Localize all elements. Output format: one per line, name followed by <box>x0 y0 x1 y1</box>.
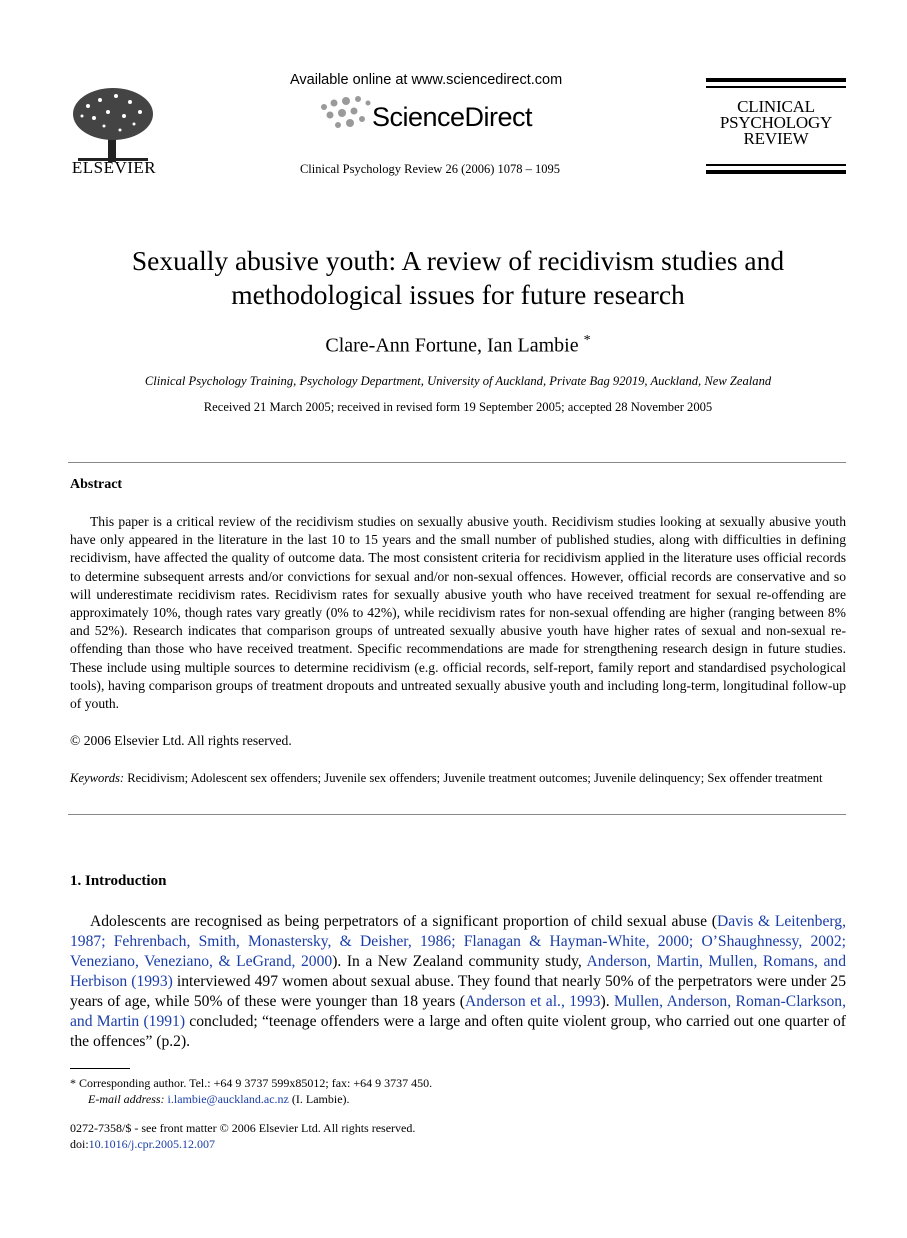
author-list <box>70 333 846 358</box>
intro-text-1: Adolescents are recognised as being perpetrators of a significant proportion of child sexual abuse ( <box>90 913 717 930</box>
article-title-line2: methodological issues for future research <box>231 279 685 310</box>
citation-link[interactable]: Mullen, Anderson, Roman-Clarkson, and Martin (1991) <box>70 993 847 1030</box>
introduction-paragraph <box>70 912 846 1052</box>
affiliation: Clinical Psychology Training, Psychology Department, University of Auckland, Private Bag 92019, Auckland, New Zealand <box>144 374 772 388</box>
journal-rule-bottom-thin <box>706 164 846 166</box>
citation-link[interactable]: Anderson et al., 1993 <box>465 993 601 1010</box>
article-title <box>70 244 846 312</box>
keywords <box>70 769 846 787</box>
intro-text-3: interviewed 497 women about sexual abuse. They found that nearly 50% of the perpetrators were under 25 years of age, while 50% of these were younger than 18 years ( <box>70 973 846 1010</box>
intro-text-4: ). <box>600 993 615 1010</box>
journal-title-line1: CLINICAL <box>737 97 815 116</box>
journal-title-block <box>706 99 846 147</box>
keywords-label: Keywords: <box>70 771 125 785</box>
abstract-body: This paper is a critical review of the recidivism studies on sexually abusive youth. Recidivism studies looking at sexually abusive youth have only appeared in the literature in the last 10 to 15 years and the small number of published studies, along with difficulties in defining recidivism, have affected the quality of outcome data. The most consistent criteria for recidivism applied in the literature uses official records to determine subsequent arrests and/or convictions for sexual and/or non-sexual offences. However, official records are conservative and so will underestimate recidivism rates. Recidivism rates for sexually abusive youth who have received treatment for sexual re-offending are approximately 10%, though rates vary greatly (0% to 42%), while recidivism rates for non-sexual offending are higher (ranging between 8% and 52%). Research indicates that comparison groups of untreated sexually abusive youth have higher rates of sexual and non-sexual re-offending than those who have received treatment. Specific recommendations are made for strengthening research design in future studies. These include using multiple sources to determine recidivism (e.g. official records, self-report, family report and standardised psychological tools), having comparison groups of treatment dropouts and untreated sexually abusive youth and including long-term, longitudinal follow-up of youth. <box>70 514 846 712</box>
article-dates: Received 21 March 2005; received in revised form 19 September 2005; accepted 28 November 2005 <box>203 400 713 414</box>
journal-rule-top <box>706 78 846 82</box>
intro-text-2: ). In a New Zealand community study, <box>332 953 587 970</box>
elsevier-wordmark: ELSEVIER <box>71 158 157 177</box>
email-link[interactable]: i.lambie@auckland.ac.nz <box>167 1092 289 1106</box>
sciencedirect-wordmark: ScienceDirect <box>372 102 533 132</box>
intro-text-5: concluded; “teenage offenders were a large and often quite violent group, who carried out one quarter of the offences” (p.2). <box>70 1013 847 1050</box>
journal-rule-bottom <box>706 170 846 174</box>
abstract-heading: Abstract <box>70 477 123 492</box>
doi-link[interactable]: 10.1016/j.cpr.2005.12.007 <box>88 1137 215 1151</box>
divider-top <box>68 462 846 463</box>
section-heading-introduction: 1. Introduction <box>70 873 167 889</box>
citation-link[interactable]: Anderson, Martin, Mullen, Romans, and Herbison (1993) <box>70 953 846 990</box>
article-title-line1: Sexually abusive youth: A review of recidivism studies and <box>131 245 785 276</box>
doi-line <box>70 1136 215 1152</box>
available-online-text: Available online at www.sciencedirect.com <box>290 72 563 88</box>
keywords-list: Recidivism; Adolescent sex offenders; Juvenile sex offenders; Juvenile treatment outcomes; Juvenile delinquency; Sex offender treatment <box>127 771 823 785</box>
citation-link[interactable]: Davis & Leitenberg, 1987; Fehrenbach, Smith, Monastersky, & Deisher, 1986; Flanagan & Hayman-White, 2000; O’Shaughnessy, 2002; Veneziano, Veneziano, & LeGrand, 2000 <box>70 913 846 970</box>
journal-title-line2: PSYCHOLOGY <box>719 113 833 132</box>
abstract-copyright: © 2006 Elsevier Ltd. All rights reserved. <box>70 733 292 748</box>
footnote-corresponding: * Corresponding author. Tel.: +64 9 3737 599x85012; fax: +64 9 3737 450. <box>70 1076 433 1090</box>
journal-rule-top-thin <box>706 86 846 88</box>
divider-bottom <box>68 814 846 815</box>
email-suffix: (I. Lambie). <box>288 1092 350 1106</box>
journal-citation: Clinical Psychology Review 26 (2006) 1078 – 1095 <box>299 162 561 176</box>
doi-label: doi: <box>70 1137 89 1151</box>
email-label: E-mail address: <box>88 1092 165 1106</box>
author-names: Clare-Ann Fortune, Ian Lambie <box>325 334 579 357</box>
journal-title-line3: REVIEW <box>743 129 809 148</box>
issn-line: 0272-7358/$ - see front matter © 2006 Elsevier Ltd. All rights reserved. <box>70 1121 416 1135</box>
footnote-email <box>88 1091 350 1107</box>
corresponding-author-mark[interactable]: * <box>583 333 591 348</box>
footnote-rule <box>70 1068 130 1069</box>
